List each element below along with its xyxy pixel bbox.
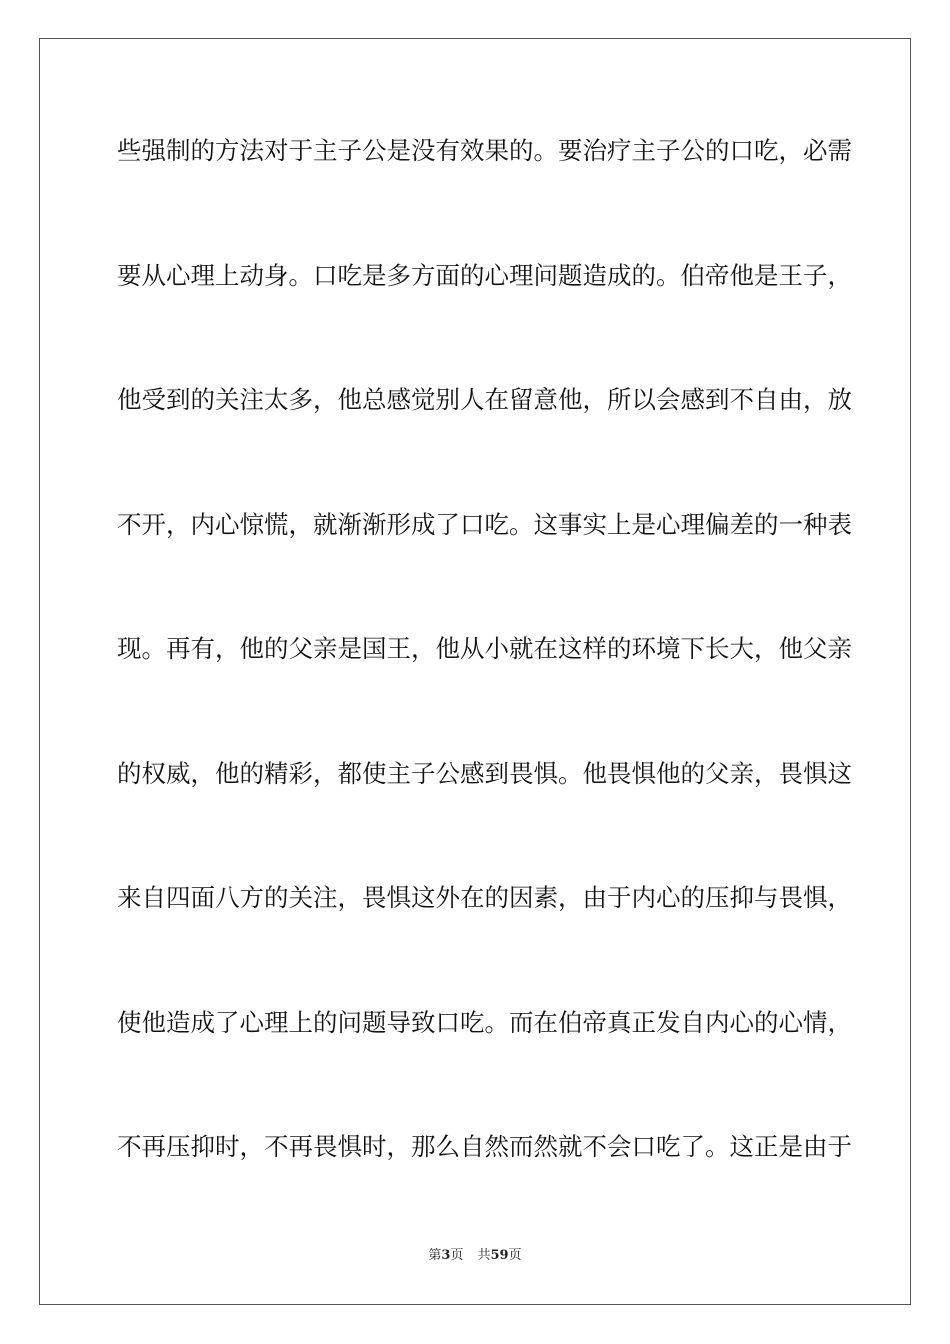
text-line-7: 来自四面八方的关注，畏惧这外在的因素，由于内心的压抑与畏惧， bbox=[117, 883, 852, 912]
page-prefix: 第 bbox=[428, 1248, 442, 1263]
page-border bbox=[39, 38, 911, 1305]
text-line-3: 他受到的关注太多，他总感觉别人在留意他，所以会感到不自由，放 bbox=[117, 385, 852, 414]
text-line-9: 不再压抑时，不再畏惧时，那么自然而然就不会口吃了。这正是由于 bbox=[117, 1132, 852, 1161]
text-line-5: 现。再有，他的父亲是国王，他从小就在这样的环境下长大，他父亲 bbox=[117, 634, 852, 663]
page-suffix: 页 bbox=[450, 1248, 464, 1263]
text-line-8: 使他造成了心理上的问题导致口吃。而在伯帝真正发自内心的心情， bbox=[117, 1008, 852, 1037]
page-number: 3 bbox=[441, 1248, 451, 1263]
page-footer bbox=[0, 1247, 950, 1265]
text-line-4: 不开，内心惊慌，就渐渐形成了口吃。这事实上是心理偏差的一种表 bbox=[117, 510, 852, 539]
total-suffix: 页 bbox=[508, 1248, 522, 1263]
total-pages: 59 bbox=[490, 1248, 509, 1263]
text-line-1: 些强制的方法对于主子公是没有效果的。要治疗主子公的口吃，必需 bbox=[117, 136, 852, 165]
text-line-2: 要从心理上动身。口吃是多方面的心理问题造成的。伯帝他是王子， bbox=[117, 261, 852, 290]
total-prefix: 共 bbox=[477, 1248, 491, 1263]
text-line-6: 的权威，他的精彩，都使主子公感到畏惧。他畏惧他的父亲，畏惧这 bbox=[117, 759, 852, 788]
